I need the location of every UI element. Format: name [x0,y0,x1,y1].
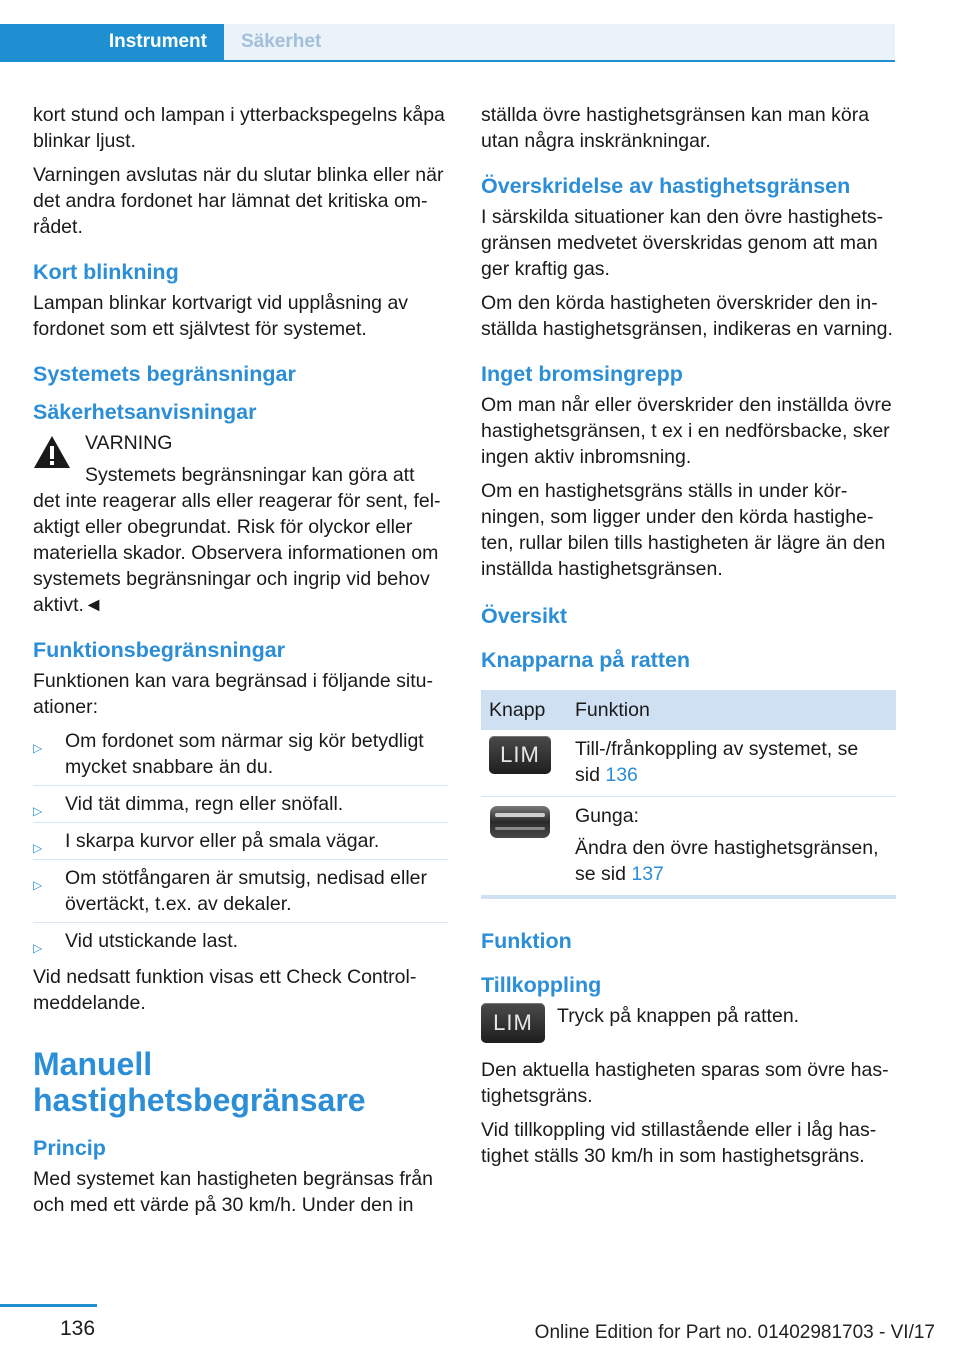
heading-oversikt: Översikt [481,604,568,628]
rocker-switch-icon [489,803,551,841]
list-item: ▷ Om stötfångaren är smutsig, nedisad eller övertäckt, t.ex. av dekaler. [33,865,448,923]
lim-button-icon: LIM [489,736,551,774]
header-tabs [0,24,895,62]
edition-text: Online Edition for Part no. 01402981703 - VI/17 [534,1322,935,1343]
heading-manuell-hastighetsbegransare: Manuell hastighetsbegränsare [33,1046,366,1118]
heading-inget-bromsingrepp: Inget bromsingrepp [481,362,683,386]
table-cell-function: Till-/frånkoppling av systemet, se sid 136 [567,730,896,797]
tillkoppling-instruction [481,1003,896,1043]
paragraph: Funktionen kan vara begränsad i följande situationer: [33,670,434,718]
left-column [33,102,448,1226]
table-cell-function: Gunga: Ändra den övre hastighetsgränsen, se sid 137 [567,797,896,898]
heading-knapparna-pa-ratten: Knapparna på ratten [481,648,691,672]
right-column [481,102,896,1177]
heading-funktion: Funktion [481,929,572,953]
list-item: ▷ Om fordonet som närmar sig kör betydligt mycket snabbare än du. [33,728,448,786]
page-link[interactable]: 137 [631,863,664,885]
list-item: ▷ Vid utstickande last. [33,928,448,959]
paragraph: Den aktuella hastigheten sparas som övre hastighetsgräns. [481,1059,889,1107]
page-number: 136 [60,1317,96,1340]
heading-tillkoppling: Tillkoppling [481,973,602,997]
warning-triangle-icon [33,434,71,470]
buttons-table [481,690,896,899]
triangle-bullet-icon: ▷ [33,878,43,892]
triangle-bullet-icon: ▷ [33,741,43,755]
triangle-bullet-icon: ▷ [33,841,43,855]
triangle-bullet-icon: ▷ [33,804,43,818]
heading-overskridelse: Överskridelse av hastighetsgränsen [481,174,851,198]
table-header-funktion: Funktion [567,690,896,730]
tab-sakerhet[interactable]: Säkerhet [224,24,895,60]
page-link[interactable]: 136 [605,764,638,786]
list-item: ▷ I skarpa kurvor eller på smala vägar. [33,828,448,860]
table-header-row [481,690,896,730]
paragraph: ställda övre hastighetsgränsen kan man köra utan några inskränkningar. [481,104,870,152]
paragraph: Varningen avslutas när du slutar blinka eller när det andra fordonet har lämnat det kritiska området. [33,164,444,238]
heading-funktionsbegransningar: Funktionsbegränsningar [33,638,286,662]
paragraph: I särskilda situationer kan den övre hastighetsgränsen medvetet överskridas genom att man ger kraftig gas. [481,206,884,280]
paragraph: Om den körda hastigheten överskrider den inställda hastighetsgränsen, indikeras en varning. [481,292,893,340]
heading-sakerhetsanvisningar: Säkerhetsanvisningar [33,400,257,424]
table-row [481,730,896,797]
table-header-knapp: Knapp [481,690,567,730]
paragraph: Med systemet kan hastigheten begränsas från och med ett värde på 30 km/h. Under den in [33,1168,433,1216]
lim-button-icon: LIM [481,1003,545,1043]
paragraph: Om en hastighetsgräns ställs in under körningen, som ligger under den körda hastigheten, rullar bilen tills hastigheten är lägre än den inställda hastighetsgränsen. [481,480,886,580]
paragraph: Vid tillkoppling vid stillastående eller i låg hastighet ställs 30 km/h in som hastighetsgräns. [481,1119,877,1167]
instruction-text: Tryck på knappen på ratten. [557,1005,800,1027]
limitations-list [33,728,448,959]
table-cell-button [481,730,567,797]
heading-princip: Princip [33,1136,106,1160]
triangle-bullet-icon: ▷ [33,941,43,955]
paragraph: kort stund och lampan i ytterbackspegelns kåpa blinkar ljust. [33,104,445,152]
warning-body: det inte reagerar alls eller reagerar för sent, felaktigt eller obegrundat. Risk för olyckor eller materiella skador. Observera informationen om systemets begränsningar och ingrip vid behov aktivt.◄ [33,490,441,616]
table-row [481,797,896,898]
tab-instrument[interactable]: Instrument [0,24,224,60]
warning-block [33,430,448,488]
paragraph: Vid nedsatt funktion visas ett Check Control-meddelande. [33,966,417,1014]
warning-title: VARNING [85,432,173,454]
heading-systemets-begransningar: Systemets begränsningar [33,362,296,386]
paragraph: Lampan blinkar kortvarigt vid upplåsning av fordonet som ett självtest för systemet. [33,292,409,340]
paragraph: Om man når eller överskrider den inställda övre hastighetsgränsen, t ex i en nedförsbacke, sker ingen aktiv inbromsning. [481,394,892,468]
header-divider [0,60,895,62]
warning-line: Systemets begränsningar kan göra att [85,464,415,486]
footer-divider [0,1304,97,1307]
heading-kort-blinkning: Kort blinkning [33,260,179,284]
list-item: ▷ Vid tät dimma, regn eller snöfall. [33,791,448,823]
table-cell-button [481,797,567,898]
